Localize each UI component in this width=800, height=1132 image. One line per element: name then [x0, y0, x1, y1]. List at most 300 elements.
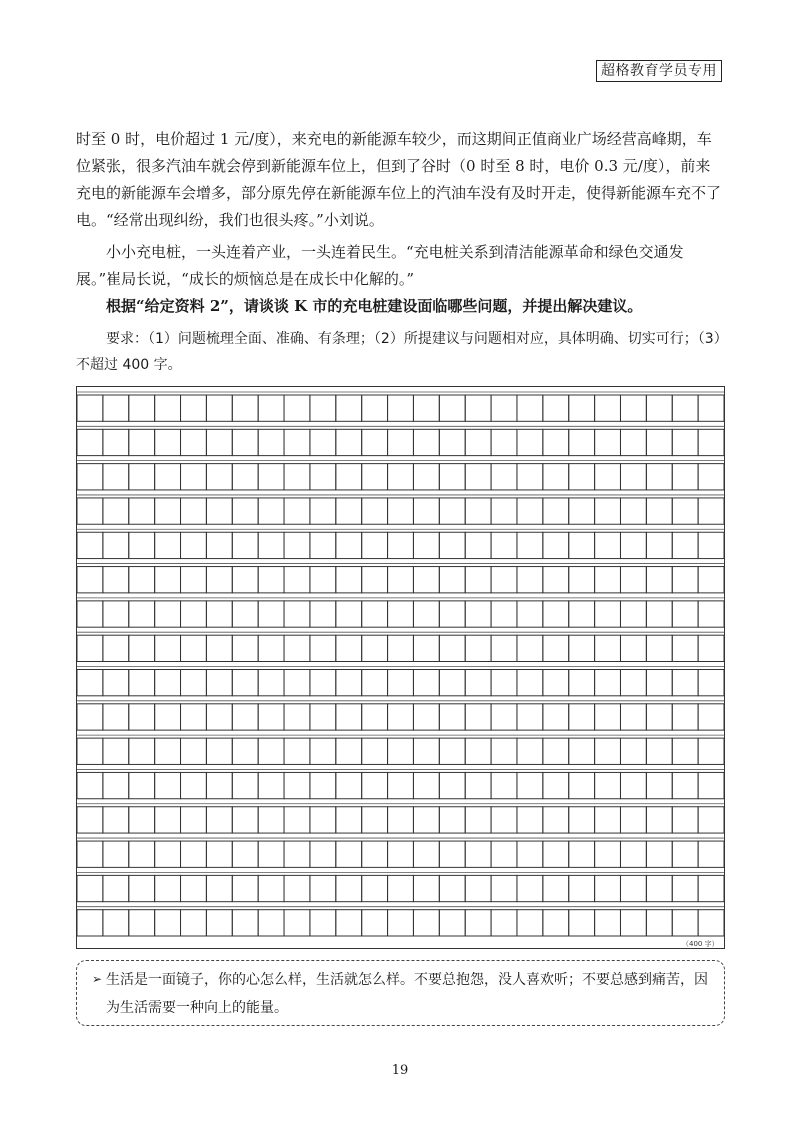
grid-cell: [620, 601, 646, 627]
grid-cell: [646, 395, 672, 421]
grid-cell: [698, 738, 724, 764]
grid-cell: [620, 772, 646, 798]
grid-cell: [258, 875, 284, 901]
grid-cell: [595, 875, 621, 901]
grid-cell: [672, 910, 698, 936]
grid-cell: [569, 704, 595, 730]
grid-cell: [543, 395, 569, 421]
grid-cell: [103, 498, 129, 524]
grid-cell: [672, 772, 698, 798]
grid-cell: [155, 910, 181, 936]
grid-cell: [646, 567, 672, 593]
grid-cell: [698, 498, 724, 524]
grid-cell: [77, 738, 103, 764]
grid-cell: [672, 704, 698, 730]
grid-cell: [543, 875, 569, 901]
grid-cell: [439, 601, 465, 627]
grid-cell: [155, 464, 181, 490]
grid-cell: [155, 704, 181, 730]
grid-cell: [77, 704, 103, 730]
grid-cell: [646, 772, 672, 798]
grid-cell: [362, 601, 388, 627]
grid-cell: [336, 601, 362, 627]
grid-cell: [77, 464, 103, 490]
grid-cell: [206, 498, 232, 524]
grid-cell: [284, 772, 310, 798]
grid-cell: [129, 910, 155, 936]
grid-cell: [77, 910, 103, 936]
grid-cell: [129, 395, 155, 421]
grid-cell: [206, 567, 232, 593]
grid-cell: [517, 841, 543, 867]
grid-cell: [543, 841, 569, 867]
grid-cell: [672, 429, 698, 455]
motivational-quote: 生活是一面镜子，你的心怎么样，生活就怎么样。不要总抱怨，没人喜欢听；不要总感到痛苦，因为生活需要一种向上的能量。: [106, 972, 708, 1016]
grid-cell: [620, 532, 646, 558]
grid-cell: [129, 704, 155, 730]
grid-cell: [439, 910, 465, 936]
grid-cell: [310, 601, 336, 627]
grid-cell: [388, 670, 414, 696]
grid-cell: [103, 464, 129, 490]
grid-cell: [362, 532, 388, 558]
grid-cell: [465, 910, 491, 936]
grid-cell: [258, 910, 284, 936]
grid-cell: [698, 395, 724, 421]
grid-cell: [362, 807, 388, 833]
grid-cell: [155, 498, 181, 524]
grid-cell: [569, 772, 595, 798]
grid-cell: [336, 807, 362, 833]
grid-cell: [491, 704, 517, 730]
grid-cell: [258, 601, 284, 627]
grid-cell: [103, 875, 129, 901]
grid-cell: [181, 464, 207, 490]
grid-cell: [155, 601, 181, 627]
grid-cell: [543, 910, 569, 936]
grid-cell: [569, 738, 595, 764]
grid-cell: [129, 464, 155, 490]
grid-cell: [646, 807, 672, 833]
grid-cell: [543, 635, 569, 661]
grid-cell: [232, 875, 258, 901]
grid-cell: [672, 635, 698, 661]
grid-cell: [206, 670, 232, 696]
grid-cell: [595, 532, 621, 558]
grid-cell: [310, 498, 336, 524]
grid-cell: [232, 395, 258, 421]
grid-cell: [103, 395, 129, 421]
grid-cell: [569, 567, 595, 593]
grid-cell: [129, 498, 155, 524]
grid-cell: [284, 875, 310, 901]
grid-cell: [388, 910, 414, 936]
grid-cell: [413, 875, 439, 901]
grid-cell: [620, 464, 646, 490]
grid-cell: [569, 910, 595, 936]
grid-cell: [620, 738, 646, 764]
grid-cell: [181, 875, 207, 901]
grid-cell: [206, 704, 232, 730]
grid-cell: [284, 429, 310, 455]
grid-cell: [129, 738, 155, 764]
grid-cell: [206, 738, 232, 764]
grid-cell: [77, 807, 103, 833]
grid-cell: [517, 395, 543, 421]
grid-cell: [620, 567, 646, 593]
grid-cell: [181, 635, 207, 661]
grid-cell: [413, 772, 439, 798]
grid-cell: [491, 772, 517, 798]
grid-cell: [569, 429, 595, 455]
grid-cell: [465, 395, 491, 421]
grid-cell: [517, 910, 543, 936]
grid-cell: [232, 670, 258, 696]
grid-cell: [388, 464, 414, 490]
grid-cell: [284, 532, 310, 558]
grid-cell: [77, 841, 103, 867]
grid-cell: [103, 772, 129, 798]
grid-cell: [413, 635, 439, 661]
grid-cell: [413, 601, 439, 627]
grid-cell: [672, 841, 698, 867]
grid-cell: [181, 567, 207, 593]
grid-cell: [646, 670, 672, 696]
grid-cell: [646, 532, 672, 558]
grid-cell: [155, 567, 181, 593]
grid-cell: [77, 601, 103, 627]
grid-cell: [439, 841, 465, 867]
grid-cell: [672, 807, 698, 833]
grid-cell: [181, 910, 207, 936]
grid-cell: [362, 464, 388, 490]
grid-cell: [258, 738, 284, 764]
grid-cell: [258, 498, 284, 524]
grid-cell: [517, 532, 543, 558]
grid-cell: [336, 464, 362, 490]
grid-cell: [491, 498, 517, 524]
grid-cell: [362, 429, 388, 455]
grid-cell: [155, 670, 181, 696]
grid-cell: [698, 910, 724, 936]
grid-cell: [439, 395, 465, 421]
grid-cell: [543, 772, 569, 798]
grid-cell: [155, 875, 181, 901]
material-paragraph-1: 时至 0 时，电价超过 1 元/度），来充电的新能源车较少，而这期间正值商业广场经营高峰期，车位紧张，很多汽油车就会停到新能源车位上，但到了谷时（0 时至 8 时，电价 0.3 元/度），前来充电的新能源车会增多，部分原先停在新能源车位上的汽油车没有及时开走，使得新能源车充不了电。“经常出现纠纷，我们也很头疼。”小刘说。: [76, 130, 722, 229]
grid-cell: [206, 395, 232, 421]
grid-cell: [155, 772, 181, 798]
grid-cell: [491, 670, 517, 696]
grid-cell: [258, 772, 284, 798]
grid-cell: [155, 395, 181, 421]
grid-cell: [543, 464, 569, 490]
grid-cell: [258, 841, 284, 867]
question-prompt: 根据“给定资料 2”，请谈谈 K 市的充电桩建设面临哪些问题，并提出解决建议。: [106, 297, 643, 315]
grid-cell: [206, 841, 232, 867]
grid-cell: [232, 498, 258, 524]
grid-cell: [336, 635, 362, 661]
grid-cell: [310, 841, 336, 867]
grid-cell: [362, 567, 388, 593]
grid-cell: [646, 875, 672, 901]
grid-cell: [232, 910, 258, 936]
grid-cell: [620, 429, 646, 455]
grid-cell: [698, 532, 724, 558]
grid-cell: [517, 704, 543, 730]
grid-cell: [310, 704, 336, 730]
grid-cell: [595, 567, 621, 593]
grid-cell: [258, 670, 284, 696]
grid-cell: [310, 875, 336, 901]
grid-cell: [258, 532, 284, 558]
grid-cell: [388, 567, 414, 593]
answer-grid[interactable]: [76, 386, 725, 949]
grid-cell: [181, 807, 207, 833]
grid-cell: [310, 738, 336, 764]
grid-cell: [620, 875, 646, 901]
grid-cell: [310, 807, 336, 833]
grid-cell: [465, 532, 491, 558]
grid-cell: [103, 704, 129, 730]
grid-cell: [232, 841, 258, 867]
grid-cell: [258, 395, 284, 421]
grid-cell: [103, 738, 129, 764]
grid-cell: [620, 670, 646, 696]
grid-cell: [413, 910, 439, 936]
grid-cell: [388, 841, 414, 867]
grid-cell: [310, 395, 336, 421]
grid-cell: [543, 601, 569, 627]
grid-cell: [413, 532, 439, 558]
grid-cell: [181, 670, 207, 696]
grid-cell: [388, 704, 414, 730]
grid-cell: [595, 841, 621, 867]
grid-cell: [672, 670, 698, 696]
grid-cell: [181, 395, 207, 421]
grid-cell: [310, 772, 336, 798]
grid-cell: [310, 670, 336, 696]
grid-cell: [103, 910, 129, 936]
grid-cell: [413, 498, 439, 524]
grid-cell: [362, 910, 388, 936]
grid-cell: [310, 464, 336, 490]
grid-cell: [388, 772, 414, 798]
grid-cell: [620, 635, 646, 661]
grid-cell: [362, 738, 388, 764]
grid-cell: [698, 807, 724, 833]
grid-cell: [388, 395, 414, 421]
grid-cell: [155, 429, 181, 455]
grid-cell: [543, 429, 569, 455]
grid-cell: [181, 498, 207, 524]
grid-cell: [232, 601, 258, 627]
grid-cell: [77, 670, 103, 696]
grid-cell: [595, 498, 621, 524]
grid-cell: [517, 670, 543, 696]
grid-cell: [129, 875, 155, 901]
grid-cell: [698, 601, 724, 627]
grid-cell: [672, 738, 698, 764]
grid-cell: [595, 601, 621, 627]
grid-cell: [206, 464, 232, 490]
grid-cell: [336, 841, 362, 867]
grid-cell: [103, 807, 129, 833]
grid-cell: [439, 429, 465, 455]
grid-cell: [129, 429, 155, 455]
grid-cell: [284, 464, 310, 490]
grid-cell: [129, 670, 155, 696]
grid-cell: [543, 498, 569, 524]
grid-cell: [698, 875, 724, 901]
grid-cell: [517, 464, 543, 490]
grid-cell: [517, 738, 543, 764]
answer-grid-lines: [77, 387, 724, 948]
grid-cell: [595, 395, 621, 421]
grid-cell: [543, 807, 569, 833]
grid-cell: [595, 635, 621, 661]
grid-cell: [672, 875, 698, 901]
grid-cell: [232, 567, 258, 593]
grid-cell: [517, 772, 543, 798]
grid-cell: [465, 635, 491, 661]
grid-cell: [181, 704, 207, 730]
grid-cell: [620, 841, 646, 867]
grid-cell: [232, 635, 258, 661]
grid-cell: [284, 841, 310, 867]
grid-cell: [439, 807, 465, 833]
grid-cell: [465, 567, 491, 593]
grid-cell: [491, 910, 517, 936]
grid-cell: [181, 429, 207, 455]
grid-cell: [413, 738, 439, 764]
grid-cell: [77, 772, 103, 798]
grid-cell: [206, 429, 232, 455]
grid-cell: [336, 772, 362, 798]
grid-cell: [103, 532, 129, 558]
grid-cell: [620, 395, 646, 421]
grid-cell: [77, 498, 103, 524]
grid-cell: [491, 532, 517, 558]
grid-cell: [413, 429, 439, 455]
grid-cell: [388, 807, 414, 833]
grid-cell: [129, 841, 155, 867]
material-paragraph-2: 小小充电桩，一头连着产业，一头连着民生。“充电桩关系到清洁能源革命和绿色交通发展。”崔局长说，“成长的烦恼总是在成长中化解的。”: [76, 243, 684, 288]
grid-cell: [336, 395, 362, 421]
grid-cell: [206, 601, 232, 627]
grid-cell: [569, 875, 595, 901]
grid-cell: [310, 635, 336, 661]
grid-cell: [465, 875, 491, 901]
grid-cell: [569, 464, 595, 490]
grid-cell: [129, 567, 155, 593]
grid-cell: [181, 841, 207, 867]
grid-cell: [284, 738, 310, 764]
grid-cell: [77, 532, 103, 558]
grid-cell: [465, 464, 491, 490]
grid-cell: [103, 567, 129, 593]
grid-cell: [284, 395, 310, 421]
grid-cell: [155, 841, 181, 867]
question-requirements: 要求：（1）问题梳理全面、准确、有条理；（2）所提建议与问题相对应，具体明确、切实可行；（3）不超过 400 字。: [76, 331, 721, 373]
grid-cell: [620, 910, 646, 936]
grid-cell: [77, 395, 103, 421]
grid-cell: [232, 532, 258, 558]
grid-cell: [698, 429, 724, 455]
grid-cell: [646, 910, 672, 936]
grid-cell: [103, 601, 129, 627]
grid-cell: [595, 910, 621, 936]
grid-cell: [310, 910, 336, 936]
grid-cell: [543, 704, 569, 730]
grid-cell: [284, 704, 310, 730]
grid-cell: [569, 841, 595, 867]
grid-cell: [646, 601, 672, 627]
grid-cell: [620, 704, 646, 730]
grid-cell: [595, 738, 621, 764]
grid-cell: [646, 498, 672, 524]
grid-cell: [595, 670, 621, 696]
grid-cell: [232, 704, 258, 730]
grid-cell: [569, 807, 595, 833]
grid-cell: [491, 635, 517, 661]
grid-cell: [284, 807, 310, 833]
grid-cell: [388, 738, 414, 764]
grid-cell: [232, 464, 258, 490]
grid-cell: [388, 601, 414, 627]
grid-cell: [517, 635, 543, 661]
grid-cell: [646, 738, 672, 764]
grid-cell: [646, 704, 672, 730]
grid-cell: [362, 395, 388, 421]
grid-cell: [258, 635, 284, 661]
grid-cell: [465, 498, 491, 524]
grid-cell: [698, 704, 724, 730]
grid-cell: [362, 635, 388, 661]
grid-cell: [258, 807, 284, 833]
grid-cell: [672, 532, 698, 558]
grid-cell: [465, 772, 491, 798]
grid-cell: [439, 635, 465, 661]
grid-cell: [491, 567, 517, 593]
grid-cell: [413, 704, 439, 730]
grid-cell: [646, 635, 672, 661]
grid-cell: [465, 807, 491, 833]
grid-cell: [439, 670, 465, 696]
grid-cell: [388, 635, 414, 661]
grid-cell: [595, 429, 621, 455]
grid-cell: [569, 395, 595, 421]
grid-cell: [181, 738, 207, 764]
grid-cell: [155, 807, 181, 833]
grid-cell: [336, 704, 362, 730]
grid-cell: [646, 429, 672, 455]
grid-cell: [569, 635, 595, 661]
grid-cell: [310, 567, 336, 593]
grid-cell: [181, 532, 207, 558]
grid-cell: [569, 670, 595, 696]
grid-cell: [284, 498, 310, 524]
grid-cell: [336, 670, 362, 696]
grid-cell: [103, 635, 129, 661]
grid-cell: [672, 464, 698, 490]
grid-cell: [388, 498, 414, 524]
grid-cell: [569, 532, 595, 558]
grid-cell: [232, 772, 258, 798]
grid-cell: [439, 498, 465, 524]
grid-cell: [232, 807, 258, 833]
grid-cell: [155, 635, 181, 661]
grid-cell: [413, 670, 439, 696]
